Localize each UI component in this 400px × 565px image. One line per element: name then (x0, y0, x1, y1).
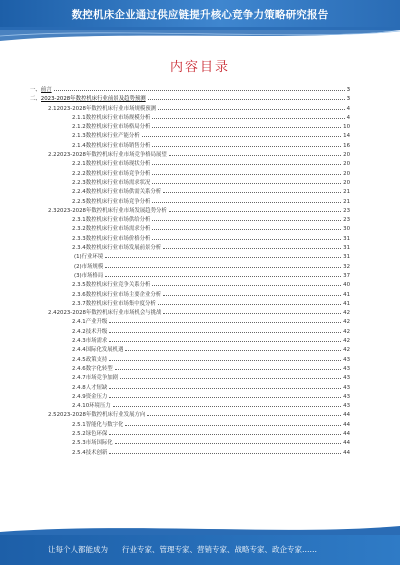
toc-entry-number: 2.4 (48, 310, 57, 317)
toc-entry-title: 技术升级 (85, 328, 108, 335)
toc-leader-dots (105, 267, 341, 268)
toc-entry-title: 2023-2028年数控机床行业市场规模预测 (56, 105, 157, 112)
toc-entry-title: 数控机床行业市场竞争分析 (85, 170, 151, 177)
toc-leader-dots (169, 211, 341, 212)
toc-leader-dots (142, 136, 342, 137)
toc-entry-title: 产业升级 (85, 319, 108, 326)
toc-entry-page: 23 (343, 217, 350, 224)
toc-entry-title: 市场格局 (81, 272, 104, 279)
toc-entry-number: 2.2.1 (72, 161, 86, 168)
toc-entry-page: 43 (343, 365, 350, 372)
toc-entry-number: 2.1 (48, 105, 57, 112)
toc-entry-number: 2.3 (48, 207, 57, 214)
toc-leader-dots (109, 388, 341, 389)
toc-entry-number: 2.1.4 (72, 142, 86, 149)
toc-entry-number: 2.5.3 (72, 440, 86, 447)
toc-entry-title: 数控机床行业竞争关系分析 (85, 282, 151, 289)
toc-entry-title: 市场规模 (81, 263, 104, 270)
toc-entry[interactable] (30, 393, 350, 402)
toc-entry[interactable] (30, 309, 350, 318)
toc-entry[interactable] (30, 272, 350, 281)
toc-leader-dots (152, 127, 341, 128)
toc-leader-dots (115, 443, 341, 444)
toc-entry-number: 2.3.6 (72, 291, 86, 298)
toc-entry-page: 44 (343, 440, 350, 447)
toc-entry[interactable] (30, 439, 350, 448)
toc-leader-dots (109, 453, 341, 454)
toc-entry-number: 2.3.1 (72, 217, 86, 224)
toc-leader-dots (115, 369, 341, 370)
toc-leader-dots (125, 425, 341, 426)
toc-entry[interactable] (30, 337, 350, 346)
toc-entry-page: 3 (346, 87, 350, 93)
toc-entry[interactable] (30, 123, 350, 132)
toc-entry-title: 绿色环保 (85, 430, 108, 437)
toc-entry[interactable] (30, 207, 350, 216)
toc-entry-page: 10 (343, 124, 350, 131)
toc-entry[interactable] (30, 198, 350, 207)
toc-entry[interactable] (30, 384, 350, 393)
toc-entry-page: 44 (343, 421, 350, 428)
toc-entry-page: 43 (343, 393, 350, 400)
toc-entry[interactable] (30, 374, 350, 383)
toc-entry-number: 2.2 (48, 152, 57, 159)
toc-entry-number: 2.2.2 (72, 170, 86, 177)
toc-entry[interactable] (30, 151, 350, 160)
toc-entry-title: 资金压力 (85, 393, 108, 400)
toc-entry[interactable] (30, 402, 350, 411)
toc-entry-title: 数控机床行业市场销售分析 (85, 142, 151, 149)
toc-entry-title: 2023-2028年数控机床行业发展方向 (56, 412, 146, 419)
report-title: 数控机床企业通过供应链提升核心竞争力策略研究报告 (71, 9, 329, 21)
toc-entry-number: 2.1.1 (72, 114, 86, 121)
toc-entry[interactable] (30, 86, 350, 95)
toc-entry-title: 智能化与数字化 (85, 421, 124, 428)
toc-entry-title: 数控机床行业市场竞争分析 (85, 198, 151, 205)
toc-entry-number: (2) (74, 263, 82, 270)
toc-entry[interactable] (30, 170, 350, 179)
toc-entry-number: (1) (74, 254, 82, 261)
toc-entry-number: 2.2.3 (72, 179, 86, 186)
toc-entry-title: 数控机床行业市场主要企业分析 (85, 291, 162, 298)
toc-entry[interactable] (30, 291, 350, 300)
toc-entry[interactable] (30, 225, 350, 234)
toc-entry-page: 31 (343, 235, 350, 242)
toc-entry-page: 44 (343, 412, 350, 419)
toc-entry[interactable] (30, 95, 350, 104)
toc-title: 内容目录 (169, 60, 230, 75)
toc-entry[interactable] (30, 449, 350, 458)
toc-leader-dots (158, 109, 345, 110)
toc-entry-title: 行业环境 (81, 254, 104, 261)
toc-entry[interactable] (30, 253, 350, 262)
toc-entry-number: 2.3.2 (72, 226, 86, 233)
toc-entry[interactable] (30, 318, 350, 327)
toc-entry[interactable] (30, 132, 350, 141)
toc-entry-title: 政策支持 (85, 356, 108, 363)
toc-leader-dots (152, 202, 341, 203)
toc-leader-dots (148, 99, 345, 100)
toc-entry-title: 数控机床行业市场需求状况 (85, 179, 151, 186)
toc-entry-title: 数控机床行业市场需求分析 (85, 226, 151, 233)
toc-leader-dots (109, 332, 341, 333)
toc-entry-page: 42 (343, 347, 350, 354)
toc-leader-dots (105, 257, 341, 258)
toc-leader-dots (125, 350, 341, 351)
toc-entry-number: 2.2.5 (72, 198, 86, 205)
toc-leader-dots (152, 183, 341, 184)
toc-leader-dots (163, 313, 341, 314)
toc-entry-title: 前言 (40, 87, 52, 93)
toc-entry-page: 23 (343, 207, 350, 214)
toc-entry-title: 2023-2028年数控机床行业前景及趋势预测 (40, 96, 146, 103)
toc-entry-title: 技术创新 (85, 449, 108, 456)
toc-entry-number: 2.3.7 (72, 300, 86, 307)
toc-entry-number: 一、 (30, 87, 41, 93)
toc-entry-page: 20 (343, 161, 350, 168)
toc-entry-page: 43 (343, 375, 350, 382)
toc-entry-number: 2.4.4 (72, 347, 86, 354)
toc-entry-number: 2.4.3 (72, 338, 86, 345)
toc-entry[interactable] (30, 300, 350, 309)
toc-entry-title: 数控机床行业市场供需关系分析 (85, 189, 162, 196)
toc-entry[interactable] (30, 421, 350, 430)
toc-leader-dots (152, 229, 341, 230)
toc-entry-title: 市场需求 (85, 338, 108, 345)
toc-leader-dots (120, 378, 341, 379)
toc-entry-page: 43 (343, 356, 350, 363)
toc-entry-page: 43 (343, 403, 350, 410)
toc-entry[interactable] (30, 411, 350, 420)
toc-entry-title: 人才短缺 (85, 384, 108, 391)
toc-entry-title: 数控机床行业市场规模分析 (85, 114, 151, 121)
toc-entry[interactable] (30, 244, 350, 253)
toc-entry[interactable] (30, 328, 350, 337)
toc-entry[interactable] (30, 365, 350, 374)
toc-entry[interactable] (30, 346, 350, 355)
toc-entry-page: 16 (343, 142, 350, 149)
toc-entry-number: 2.3.5 (72, 282, 86, 289)
toc-list (30, 86, 350, 458)
toc-entry-page: 20 (343, 170, 350, 177)
toc-leader-dots (109, 322, 341, 323)
toc-entry-title: 数控机床行业市场格局分析 (85, 124, 151, 131)
toc-entry-number: 2.3.4 (72, 245, 86, 252)
toc-entry-page: 30 (343, 226, 350, 233)
toc-leader-dots (158, 304, 341, 305)
toc-leader-dots (147, 415, 341, 416)
toc-entry-page: 4 (346, 114, 350, 121)
toc-leader-dots (152, 285, 341, 286)
toc-entry[interactable] (30, 188, 350, 197)
toc-entry-number: 2.3.3 (72, 235, 86, 242)
toc-entry-page: 20 (343, 179, 350, 186)
toc-entry-title: 数控机床行业市场现状分析 (85, 161, 151, 168)
toc-entry-page: 21 (343, 189, 350, 196)
toc-entry-title: 数控机床行业产能分析 (85, 133, 140, 140)
toc-entry-page: 40 (343, 282, 350, 289)
toc-entry-title: 数控机床行业市场供给分析 (85, 217, 151, 224)
toc-leader-dots (109, 434, 341, 435)
toc-leader-dots (109, 341, 341, 342)
toc-entry-page: 14 (343, 133, 350, 140)
toc-entry-page: 44 (343, 449, 350, 456)
toc-entry[interactable] (30, 216, 350, 225)
toc-leader-dots (152, 146, 341, 147)
toc-leader-dots (109, 397, 341, 398)
toc-entry-page: 4 (346, 105, 350, 112)
toc-entry-page: 20 (343, 152, 350, 159)
toc-leader-dots (163, 248, 341, 249)
toc-entry-number: 2.4.6 (72, 365, 86, 372)
toc-entry-page: 32 (343, 263, 350, 270)
toc-leader-dots (163, 192, 341, 193)
toc-entry-title: 国际化发展机遇 (85, 347, 124, 354)
toc-entry-page: 31 (343, 245, 350, 252)
toc-entry-number: 2.4.1 (72, 319, 86, 326)
toc-entry-page: 43 (343, 384, 350, 391)
toc-leader-dots (113, 406, 341, 407)
toc-entry-page: 41 (343, 300, 350, 307)
toc-leader-dots (152, 174, 341, 175)
toc-entry-number: 2.2.4 (72, 189, 86, 196)
toc-entry[interactable] (30, 263, 350, 272)
toc-leader-dots (169, 155, 341, 156)
toc-entry-title: 数控机床行业市场集中度分析 (85, 300, 156, 307)
footer-slogan: 让每个人都能成为 (48, 545, 108, 554)
toc-entry-page: 3 (346, 96, 350, 103)
toc-entry-page: 37 (343, 272, 350, 279)
toc-entry-title: 环境压力 (89, 403, 111, 410)
toc-entry-page: 41 (343, 291, 350, 298)
toc-entry-number: 2.5.4 (72, 449, 86, 456)
toc-entry-title: 市场竞争加剧 (85, 375, 119, 382)
toc-entry-title: 数控机床行业市场发展前景分析 (85, 245, 162, 252)
toc-entry[interactable] (30, 142, 350, 151)
toc-entry[interactable] (30, 105, 350, 114)
toc-entry-number: 2.5.1 (72, 421, 86, 428)
toc-leader-dots (152, 118, 344, 119)
footer-expert-list: 行业专家、管理专家、营销专家、战略专家、政企专家…… (122, 545, 317, 554)
toc-entry-number: (3) (74, 272, 82, 279)
toc-entry-title: 2023-2028年数控机床行业市场竞争格局展望 (56, 152, 167, 159)
toc-entry-title: 市场国际化 (85, 440, 113, 447)
toc-entry-page: 42 (343, 328, 350, 335)
toc-entry-number: 2.4.8 (72, 384, 86, 391)
toc-entry-number: 2.4.10 (72, 403, 90, 410)
toc-entry-number: 2.4.5 (72, 356, 86, 363)
toc-entry-title: 数字化转型 (85, 365, 113, 372)
toc-entry[interactable] (30, 160, 350, 169)
toc-entry-number: 2.4.7 (72, 375, 86, 382)
toc-entry[interactable] (30, 235, 350, 244)
toc-entry-number: 2.1.2 (72, 124, 86, 131)
toc-entry[interactable] (30, 281, 350, 290)
toc-leader-dots (152, 164, 341, 165)
toc-entry-page: 42 (343, 310, 350, 317)
toc-entry-number: 2.4.2 (72, 328, 86, 335)
toc-entry-number: 2.5 (48, 412, 57, 419)
toc-entry-title: 2023-2028年数控机床行业市场机会与挑战 (56, 310, 162, 317)
toc-leader-dots (54, 90, 345, 91)
toc-entry-title: 数控机床行业市场价格分析 (85, 235, 151, 242)
toc-entry-page: 42 (343, 319, 350, 326)
toc-entry-page: 21 (343, 198, 350, 205)
toc-entry-number: 2.5.2 (72, 430, 86, 437)
toc-entry-page: 44 (343, 430, 350, 437)
toc-leader-dots (163, 295, 341, 296)
toc-entry-number: 2.4.9 (72, 393, 86, 400)
toc-entry[interactable] (30, 430, 350, 439)
toc-entry[interactable] (30, 114, 350, 123)
toc-entry-number: 2.1.3 (72, 133, 86, 140)
toc-entry[interactable] (30, 179, 350, 188)
toc-entry[interactable] (30, 356, 350, 365)
toc-leader-dots (152, 239, 341, 240)
toc-leader-dots (109, 360, 341, 361)
toc-entry-page: 31 (343, 254, 350, 261)
toc-leader-dots (152, 220, 341, 221)
toc-entry-title: 2023-2028年数控机床行业市场发展趋势分析 (56, 207, 167, 214)
toc-entry-number: 二、 (30, 96, 41, 103)
toc-leader-dots (105, 276, 341, 277)
toc-entry-page: 42 (343, 338, 350, 345)
